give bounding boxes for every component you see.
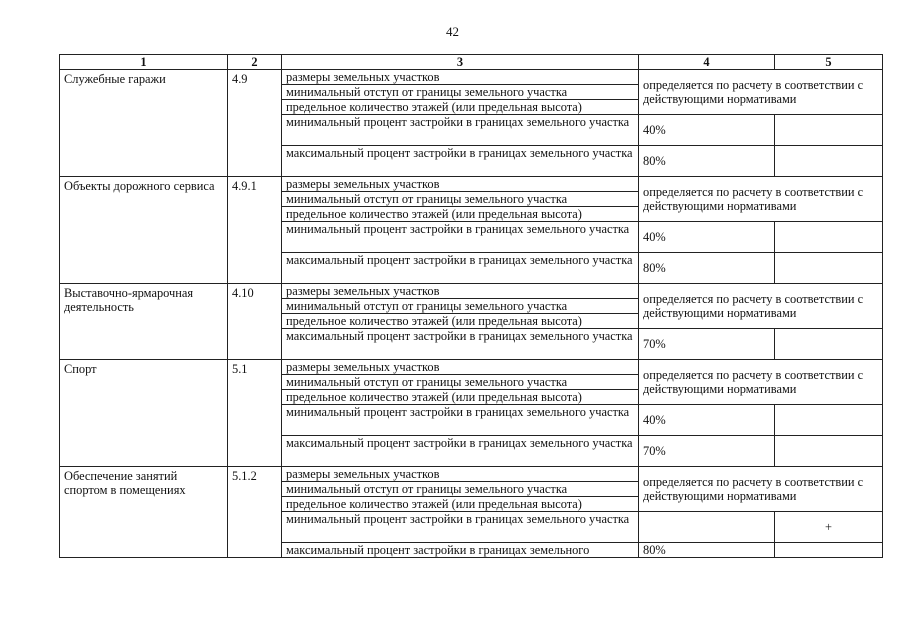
table-row [60,467,883,482]
value-cell: 70% [639,329,775,360]
parameter-cell: минимальный процент застройки в границах земельного участка [282,512,639,543]
value-cell: 80% [639,543,775,558]
parameter-cell: предельное количество этажей (или предельная высота) [282,207,639,222]
parameter-cell: минимальный отступ от границы земельного участка [282,85,639,100]
parameter-cell: минимальный отступ от границы земельного участка [282,482,639,497]
parameter-cell: предельное количество этажей (или предельная высота) [282,497,639,512]
page-number: 42 [446,24,459,39]
mark-cell [775,436,883,467]
mark-cell [775,146,883,177]
value-cell [639,512,775,543]
use-type-name: Обеспечение занятий спортом в помещениях [60,467,228,558]
value-cell: 40% [639,405,775,436]
table-row [60,70,883,85]
table-row [60,284,883,299]
mark-cell [775,405,883,436]
column-header: 2 [228,55,282,70]
value-cell: 40% [639,115,775,146]
parameter-cell: минимальный процент застройки в границах земельного участка [282,405,639,436]
mark-cell [775,253,883,284]
column-header: 4 [639,55,775,70]
calculation-note: определяется по расчету в соответствии с действующими нормативами [639,284,883,329]
parameter-cell: минимальный отступ от границы земельного участка [282,192,639,207]
use-type-code: 5.1 [228,360,282,467]
use-type-name: Объекты дорожного сервиса [60,177,228,284]
parameter-cell: максимальный процент застройки в границах земельного участка [282,329,639,360]
parameter-cell: минимальный отступ от границы земельного участка [282,375,639,390]
parameter-cell: размеры земельных участков [282,70,639,85]
use-type-name: Выставочно-ярмарочная деятельность [60,284,228,360]
calculation-note: определяется по расчету в соответствии с действующими нормативами [639,70,883,115]
calculation-note: определяется по расчету в соответствии с действующими нормативами [639,467,883,512]
calculation-note: определяется по расчету в соответствии с действующими нормативами [639,177,883,222]
use-type-name: Служебные гаражи [60,70,228,177]
value-cell: 70% [639,436,775,467]
mark-cell [775,543,883,558]
regulations-table [59,54,883,558]
use-type-code: 4.9 [228,70,282,177]
mark-cell [775,115,883,146]
calculation-note: определяется по расчету в соответствии с действующими нормативами [639,360,883,405]
value-cell: 80% [639,146,775,177]
use-type-code: 5.1.2 [228,467,282,558]
parameter-cell: минимальный процент застройки в границах земельного участка [282,115,639,146]
parameter-cell: предельное количество этажей (или предельная высота) [282,100,639,115]
column-header: 5 [775,55,883,70]
mark-cell [775,222,883,253]
use-type-code: 4.10 [228,284,282,360]
parameter-cell: предельное количество этажей (или предельная высота) [282,390,639,405]
parameter-cell: размеры земельных участков [282,360,639,375]
value-cell: 80% [639,253,775,284]
table-header-row [60,55,883,70]
column-header: 3 [282,55,639,70]
parameter-cell: размеры земельных участков [282,177,639,192]
parameter-cell: предельное количество этажей (или предельная высота) [282,314,639,329]
table-row [60,360,883,375]
parameter-cell: максимальный процент застройки в границах земельного участка [282,436,639,467]
mark-cell: + [775,512,883,543]
use-type-code: 4.9.1 [228,177,282,284]
value-cell: 40% [639,222,775,253]
parameter-cell: максимальный процент застройки в границах земельного участка [282,253,639,284]
parameter-cell: минимальный отступ от границы земельного участка [282,299,639,314]
parameter-cell: размеры земельных участков [282,467,639,482]
parameter-cell: максимальный процент застройки в границах земельного [282,543,639,558]
column-header: 1 [60,55,228,70]
use-type-name: Спорт [60,360,228,467]
mark-cell [775,329,883,360]
parameter-cell: размеры земельных участков [282,284,639,299]
parameter-cell: максимальный процент застройки в границах земельного участка [282,146,639,177]
table-row [60,177,883,192]
parameter-cell: минимальный процент застройки в границах земельного участка [282,222,639,253]
